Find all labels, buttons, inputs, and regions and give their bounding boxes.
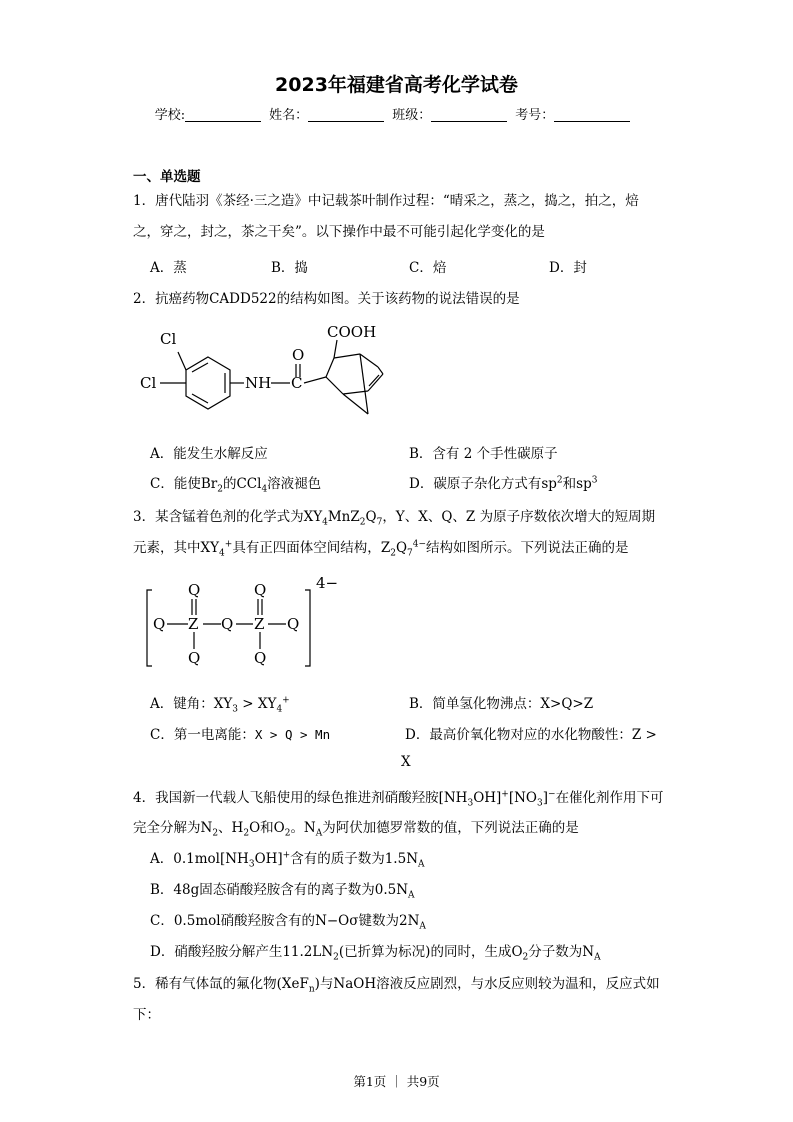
q2-option-b: B．含有 2 个手性碳原子 [409,446,558,462]
q4-option-c: C．0.5mol硝酸羟胺含有的N−Oσ键数为$2N_A$ [150,913,426,932]
q4-option-b: B．48g固态硝酸羟胺含有的离子数为$0.5N_A$ [150,882,415,901]
q2-option-d: D．碳原子杂化方式有$sp^2$和$sp^3$ [409,475,598,492]
q1-option-d: D．封 [549,260,587,276]
carbonyl-c-label: C [291,374,303,392]
q3-option-b: B．简单氢化物沸点：X>Q>Z [409,696,594,712]
page-footer: 第1页 ｜ 共9页 [353,1074,440,1089]
q4-stem-line2: 完全分解为$N_2$、$H_2O$和$O_2$。$N_A$为阿伏加德罗常数的值，下列说法正确的是 [133,820,579,839]
student-info-line [0,104,793,123]
q4-option-d: D．硝酸羟胺分解产生$11.2LN_2$(已折算为标况)的同时，生成$O_2$分子数为$N_A$ [150,944,601,963]
q1-option-b: B．捣 [271,260,308,276]
cl-label-top: Cl [160,330,177,348]
class-blank [431,109,507,122]
page-title: 2023年福建省高考化学试卷 [275,74,518,96]
q-bottom-left: Q [188,649,201,667]
q3-option-d-continued: X [401,754,411,770]
q1-option-c: C．焙 [409,260,447,276]
q2-structure-diagram [138,322,413,424]
q-left: Q [153,615,166,633]
q3-option-c: C．第一电离能：X > Q > Mn [150,727,331,743]
q1-option-a: A．蒸 [150,260,187,276]
q3-option-a: A．键角：$XY_3 > XY_4^+$ [150,695,290,715]
z-left: Z [188,615,199,633]
anion-charge: 4− [316,574,339,592]
section-heading: 一、单选题 [133,169,201,185]
q-bottom-right: Q [254,649,267,667]
school-label: 学校: [154,108,186,123]
q-top-left: Q [188,581,201,599]
q3-stem-line2: 元素，其中$XY_4^+$具有正四面体空间结构，$Z_2Q_7^{4-}$结构如图所示。下列说法正确的是 [133,539,629,559]
q2-option-c: C．能使$Br_2$的CCl$_4$溶液褪色 [150,476,322,495]
school-blank [185,109,261,122]
q3-stem-line1: 3．某含锰着色剂的化学式为$XY_4MnZ_2Q_7$，Y、X、Q、Z 为原子序数依次增大的短周期 [133,509,656,528]
cl-label-left: Cl [140,374,157,392]
name-blank [308,109,384,122]
q-top-right: Q [254,581,267,599]
nh-label: NH [245,374,272,392]
q5-stem-line1: 5．稀有气体氙的氟化物(XeF$_n$)与NaOH溶液反应剧烈，与水反应则较为温和，反应式如 [133,976,660,995]
q-bridge: Q [221,615,234,633]
q4-stem-line1: 4．我国新一代载人飞船使用的绿色推进剂硝酸羟胺$[NH_3OH]^+[NO_3]^-$在催化剂作用下可 [133,789,664,809]
class-label: 班级： [392,108,432,123]
q5-stem-line2: 下： [133,1007,160,1023]
exam-no-label: 考号： [515,108,555,123]
q3-anion-structure-diagram [145,572,355,672]
q-right: Q [287,615,300,633]
q1-stem: 1．唐代陆羽《茶经·三之造》中记载茶叶制作过程：“晴采之，蒸之，捣之，拍之，焙之，穿之，封之，茶之干矣”。以下操作中最不可能引起化学变化的是 [133,193,639,240]
q2-option-a: A．能发生水解反应 [150,446,268,462]
exam-no-blank [554,109,630,122]
q4-option-a: A．$0.1mol[NH_3OH]^+$含有的质子数为$1.5N_A$ [150,850,425,870]
cooh-label: COOH [327,323,377,341]
q3-option-d: D．最高价氧化物对应的水化物酸性：Z > [405,727,657,743]
q2-stem: 2．抗癌药物CADD522的结构如图。关于该药物的说法错误的是 [133,291,520,307]
name-label: 姓名： [269,108,309,123]
carbonyl-o-label: O [292,346,305,364]
z-right: Z [254,615,265,633]
